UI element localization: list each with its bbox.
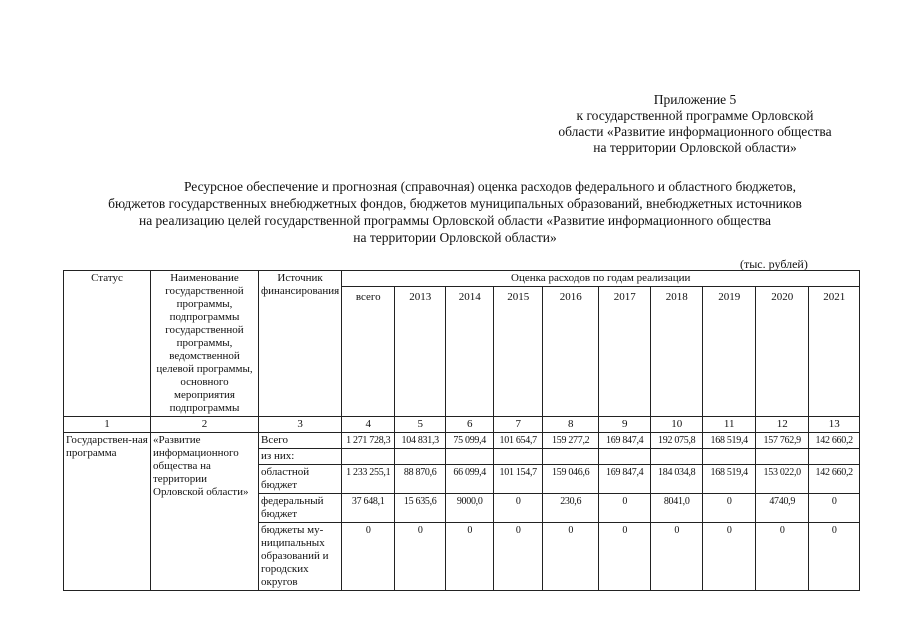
value-cell: 168 519,4 — [703, 465, 756, 494]
title-line: на территории Орловской области» — [353, 230, 557, 245]
header-estimate: Оценка расходов по годам реализации — [342, 271, 860, 287]
value-cell: 153 022,0 — [756, 465, 809, 494]
index-cell: 13 — [809, 417, 860, 433]
appendix-line: Приложение 5 — [653, 92, 737, 107]
index-row — [64, 417, 860, 433]
header-status: Статус — [64, 271, 151, 417]
index-cell: 1 — [64, 417, 151, 433]
year-header: 2018 — [651, 287, 703, 417]
header-program-name: Наименование государственной программы, подпрограммы государственной программы, ведомственной целевой программы, основного мероприятия подпрограммы — [151, 271, 259, 417]
year-header: 2020 — [756, 287, 809, 417]
value-cell: 88 870,6 — [395, 465, 446, 494]
value-cell — [599, 449, 651, 465]
value-cell: 142 660,2 — [809, 465, 860, 494]
value-cell: 37 648,1 — [342, 494, 395, 523]
value-cell: 101 154,7 — [494, 465, 543, 494]
value-cell: 169 847,4 — [599, 433, 651, 449]
index-cell: 11 — [703, 417, 756, 433]
value-cell — [446, 449, 494, 465]
value-cell: 0 — [446, 523, 494, 591]
year-header: 2013 — [395, 287, 446, 417]
value-cell: 184 034,8 — [651, 465, 703, 494]
year-header: 2019 — [703, 287, 756, 417]
budget-table — [63, 270, 860, 591]
value-cell — [809, 449, 860, 465]
index-cell: 12 — [756, 417, 809, 433]
value-cell — [494, 449, 543, 465]
year-header: 2014 — [446, 287, 494, 417]
table-row — [64, 433, 860, 449]
value-cell: 15 635,6 — [395, 494, 446, 523]
index-cell: 8 — [543, 417, 599, 433]
source-cell: из них: — [259, 449, 342, 465]
index-cell: 5 — [395, 417, 446, 433]
value-cell: 75 099,4 — [446, 433, 494, 449]
index-cell: 3 — [259, 417, 342, 433]
value-cell: 142 660,2 — [809, 433, 860, 449]
value-cell: 157 762,9 — [756, 433, 809, 449]
value-cell: 0 — [703, 494, 756, 523]
value-cell: 192 075,8 — [651, 433, 703, 449]
source-cell: областной бюджет — [259, 465, 342, 494]
value-cell: 66 099,4 — [446, 465, 494, 494]
value-cell: 0 — [342, 523, 395, 591]
value-cell: 0 — [494, 494, 543, 523]
year-header: 2021 — [809, 287, 860, 417]
value-cell: 0 — [809, 494, 860, 523]
appendix-line: к государственной программе Орловской — [576, 108, 814, 123]
value-cell: 0 — [543, 523, 599, 591]
value-cell: 0 — [756, 523, 809, 591]
appendix-header — [520, 92, 870, 156]
index-cell: 4 — [342, 417, 395, 433]
value-cell: 0 — [599, 494, 651, 523]
header-source: Источник финансирования — [259, 271, 342, 417]
value-cell: 230,6 — [543, 494, 599, 523]
appendix-line: на территории Орловской области» — [593, 140, 797, 155]
index-cell: 6 — [446, 417, 494, 433]
value-cell — [342, 449, 395, 465]
title-line: на реализацию целей государственной программы Орловской области «Развитие информационного общества — [138, 213, 772, 228]
value-cell: 0 — [703, 523, 756, 591]
value-cell — [651, 449, 703, 465]
value-cell — [395, 449, 446, 465]
value-cell: 0 — [651, 523, 703, 591]
year-header: всего — [342, 287, 395, 417]
source-cell: бюджеты му-ниципальных образований и городских округов — [259, 523, 342, 591]
value-cell: 0 — [395, 523, 446, 591]
title-line: Ресурсное обеспечение и прогнозная (справочная) оценка расходов федерального и областного бюджетов, — [183, 179, 797, 194]
appendix-line: области «Развитие информационного общества — [558, 124, 832, 139]
value-cell: 8041,0 — [651, 494, 703, 523]
value-cell: 0 — [599, 523, 651, 591]
value-cell: 101 654,7 — [494, 433, 543, 449]
document-title — [40, 178, 870, 246]
value-cell: 1 233 255,1 — [342, 465, 395, 494]
value-cell: 0 — [494, 523, 543, 591]
year-header: 2016 — [543, 287, 599, 417]
value-cell: 169 847,4 — [599, 465, 651, 494]
value-cell: 159 277,2 — [543, 433, 599, 449]
source-cell: Всего — [259, 433, 342, 449]
value-cell: 9000,0 — [446, 494, 494, 523]
value-cell: 168 519,4 — [703, 433, 756, 449]
value-cell — [703, 449, 756, 465]
index-cell: 2 — [151, 417, 259, 433]
value-cell: 104 831,3 — [395, 433, 446, 449]
value-cell: 4740,9 — [756, 494, 809, 523]
value-cell: 0 — [809, 523, 860, 591]
value-cell: 1 271 728,3 — [342, 433, 395, 449]
value-cell — [756, 449, 809, 465]
index-cell: 9 — [599, 417, 651, 433]
title-line: бюджетов государственных внебюджетных фондов, бюджетов муниципальных образований, внебюджетных источников — [108, 196, 802, 211]
index-cell: 7 — [494, 417, 543, 433]
source-cell: федеральный бюджет — [259, 494, 342, 523]
status-cell: Государствен-ная программа — [64, 433, 151, 591]
units-label: (тыс. рублей) — [740, 257, 808, 271]
year-header: 2015 — [494, 287, 543, 417]
year-header: 2017 — [599, 287, 651, 417]
value-cell: 159 046,6 — [543, 465, 599, 494]
index-cell: 10 — [651, 417, 703, 433]
value-cell — [543, 449, 599, 465]
program-name-cell: «Развитие информационного общества на территории Орловской области» — [151, 433, 259, 591]
